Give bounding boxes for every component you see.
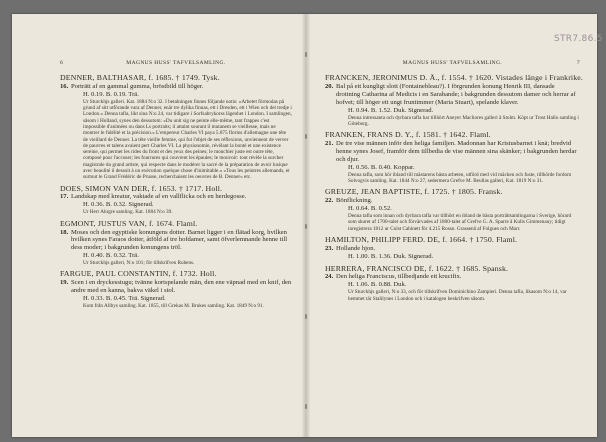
binding-stitch	[305, 52, 307, 57]
catalog-column	[325, 70, 584, 302]
entry-number: 19.	[60, 279, 69, 287]
artist-name: FRANKEN, FRANS D. Y., f. 1581. † 1642. Flaml.	[325, 130, 491, 140]
artwork-dimensions: H. 0.19. B. 0.19. Trä.	[83, 90, 139, 98]
artwork-dimensions: H. 0.64. B. 0.52.	[348, 205, 392, 213]
artwork-title: Scen i en dryckesstugu; tvänne kortspelande män, den ene väpnad med en knif, den andre med en kanna, bakva väkel i stol.	[71, 279, 292, 295]
artist-name: HAMILTON, PHILIPP FERD. DE, f. 1664. † 1750. Flaml.	[325, 234, 518, 244]
artist-name: DENNER, BALTHASAR, f. 1685. † 1749. Tysk.	[60, 73, 220, 82]
entry-number: 20.	[325, 82, 334, 90]
artwork-dimensions: H. 0.56. B. 0.40. Koppar.	[348, 163, 415, 171]
artist-heading	[325, 265, 580, 274]
artist-name: FRANCKEN, JERONIMUS D. Ä., f. 1554. † 1620. Vistades länge i Frankrike.	[325, 73, 584, 82]
binding-stitch	[305, 224, 307, 229]
catalog-entry	[60, 229, 292, 267]
artwork-title: Hollande hjon.	[336, 244, 376, 252]
artwork-dimensions: H. 1.00. B. 1.36. Duk. Signerad.	[348, 252, 434, 260]
artwork-dimensions: H. 0.33. B. 0.45. Trä. Signerad.	[83, 295, 166, 303]
artist-heading	[60, 185, 292, 194]
artist-name: HERRERA, FRANCISCO DE, f. 1622. † 1685. Spansk.	[325, 263, 509, 273]
artwork-title: Bal på ett kungligt slott (Fontainebleau?). I förgrunden konung Henrik III, dansade drottning Catharina af Medicis i en Sarabande; i bakgrunden dessutom damer och herrar af hofvet; till höger ett ungt fruntimmer (Maria Stuart), spelande klaver.	[336, 82, 576, 106]
binding-stitch	[305, 314, 307, 319]
catalog-entry	[60, 279, 292, 309]
right-page	[310, 14, 603, 437]
artwork-title: Bönflickning.	[336, 197, 373, 205]
running-head-title: MAGNUS HUSS' TAFVELSAMLING.	[126, 60, 226, 66]
artwork-dimensions: H. 0.40. B. 0.32. Trä.	[83, 252, 139, 260]
catalog-entry	[60, 193, 292, 215]
provenance-note: Ur Herr Ahrgre samling. Kat. 1884 N:o 39.	[83, 209, 173, 216]
artwork-dimensions: H. 1.06. B. 0.88. Duk.	[348, 281, 407, 289]
provenance-note: Kom från Allbys samling. Kat. 1855, till Grekas M. Brukes samling. Kat. 1849 N:o 91.	[83, 303, 264, 310]
book-spread	[12, 14, 603, 437]
artist-heading	[60, 220, 292, 229]
provenance-note: Ur Sturckhjs galleri. Kat. 1884 N:o 32. I betalningen finnes följande notis: »Arbetet förmodas på grund af sitt utförande vara af Denner, enär tre dylika finnas, ett i Dresden, ett i Wien och det tredje i London.« Denna tafla, likt sina N:o 24, var tidigare i Sorfsabrykorss lägenhet i London. I samlingen, såsom i Holland, synes den dessutom: »Du unit sig ne peinte elle-même, tant frappes c'est impossible d'animées ou dans Ls portraits; il attaint sourant il mutanem se vieillesse, mais ne montrer le fidélité et la précision.« L'empereur Charles VI paya 5.875 florins d'allemagne une tête de vieillard de Denner. La tête vieille femme, qui fut l'objet de ses réflexions, unviennent de verver de pauvres et talens avaient pert Charles VI. La physionomie, révélant la bonté et une existence sereine, qui permet les rides du front et des yeux des peines; le monchier juste est outre tête, composé pour l'accuser; les fourrures qui couvrent les épaules; le mouvoir: tout révèle la surcher magistrale du grand artiste, qui respecte dans le modérer la sacré de la préparation de avoir lusique avec beaulité il dessoit à un exécution quelque chose d'inimitable.» »Tous les peintres allemands, et surtout le Grand Frédéric de Prusse, recherchaient les oeuvres de B. Denner« etc.	[83, 98, 292, 181]
catalog-entry	[325, 83, 580, 127]
artwork-dimensions: H. 0.36. B. 0.32. Signerad.	[83, 201, 154, 209]
artwork-title: Den heliga Franciscus, tillbedjande ett krucifix.	[336, 273, 462, 281]
artwork-title: De tre vise männen inför den heliga familjen. Madonnan har Kristusbarnet i knä; bredvid henne synes Josef, framför dem tillbedia de vise männen sina skänker; i bakgrunden herdar och djur.	[336, 140, 577, 163]
catalog-entry	[325, 140, 580, 184]
artist-heading	[60, 270, 292, 279]
catalog-entry	[325, 245, 580, 261]
pencil-inventory-note: STR7.86.5	[554, 34, 603, 44]
page-number: 6	[60, 60, 64, 66]
artwork-dimensions: H. 0.94. B. 1.52. Duk. Signerad.	[348, 106, 434, 114]
artist-heading	[60, 74, 292, 83]
artwork-title: Porträtt af en gammal gumma, bröstbild till höger.	[71, 82, 204, 90]
artist-heading	[325, 131, 580, 140]
entry-number: 18.	[60, 228, 69, 236]
entry-number: 17.	[60, 193, 69, 201]
artist-name: FARGUE, PAUL CONSTANTIN, f. 1732. Holl.	[60, 269, 217, 279]
entry-number: 16.	[60, 82, 69, 90]
artist-heading	[325, 73, 584, 83]
entry-number: 23.	[325, 244, 334, 252]
left-page	[12, 14, 302, 437]
artist-name: DOES, SIMON VAN DER, f. 1653. † 1717. Holl.	[60, 183, 223, 193]
provenance-note: Denna tafla, som hör ibland till mästarens bästa arbeten, utförd med vid mäcken och fuste, tillhörde fordom Solvogvis samling. Kat. 1844 N:o 27, sedermera Grefve M. Beullas galleri, Kat. 1819 N:o 31.	[348, 171, 572, 184]
artist-heading	[325, 236, 580, 245]
artwork-title: Moses och den egyptiske konungens dotter. Barnet ligger i en flätad korg, hvilken hvilken synes Faraos dotter, åtföld af tre hofdamer, samt öfverlemnande henne till dess moder; i bakgrunden konungens tröl.	[71, 228, 288, 252]
entry-number: 24.	[325, 273, 334, 281]
binding-stitch	[305, 134, 307, 139]
provenance-note: Denna intressanta och dyrbara tafla har tillhört Aneyer Macliores galleri å Stolm. Köpt ur Trost Hallo samling i Göteborg.	[348, 114, 579, 127]
catalog-entry	[60, 83, 292, 181]
entry-number: 21.	[325, 140, 334, 148]
artist-name: GREUZE, JEAN BAPTISTE, f. 1725. † 1805. Fransk.	[325, 187, 503, 197]
entry-number: 22.	[325, 197, 334, 205]
binding-stitch	[305, 404, 307, 409]
page-number: 7	[576, 60, 580, 66]
artwork-title: Landskap med kreatur, vaktade af en vallflicka och en herdegosse.	[71, 193, 247, 201]
catalog-entry	[325, 197, 580, 232]
provenance-note: Ur Sturckhjs galleri, N:o 33, och för tillskrifven Dominichino Zampieri. Denna tafla, likasom N:o 14, var hemmet tär Stalilynes i London och i katalogen beskrifven såsom.	[348, 289, 567, 302]
artist-heading	[325, 188, 580, 197]
provenance-note: Denna tafla som innan och dyrbara tafla var tillhört en ibland de bästa porträttsamlingarna i Sverige, hörard som skuret af 1700-talet och förvärvades af 1800-talet af Grefve G. A. Sparre å Kulls Gimmenauy; tidigt inregistrera 1812 ur Colst Cabinett för 4.215 Rossn. Grassenå af Folgues och Marr.	[348, 212, 572, 232]
catalog-entry	[325, 273, 580, 301]
artist-name: EGMONT, JUSTUS VAN, f. 1674. Flaml.	[60, 218, 198, 228]
running-head-title: MAGNUS HUSS' TAFVELSAMLING.	[402, 60, 503, 66]
catalog-column	[60, 70, 292, 309]
provenance-note: Ur Sturckhjs galleri, N:o 101; för tillskrifven Rubens.	[83, 260, 195, 267]
